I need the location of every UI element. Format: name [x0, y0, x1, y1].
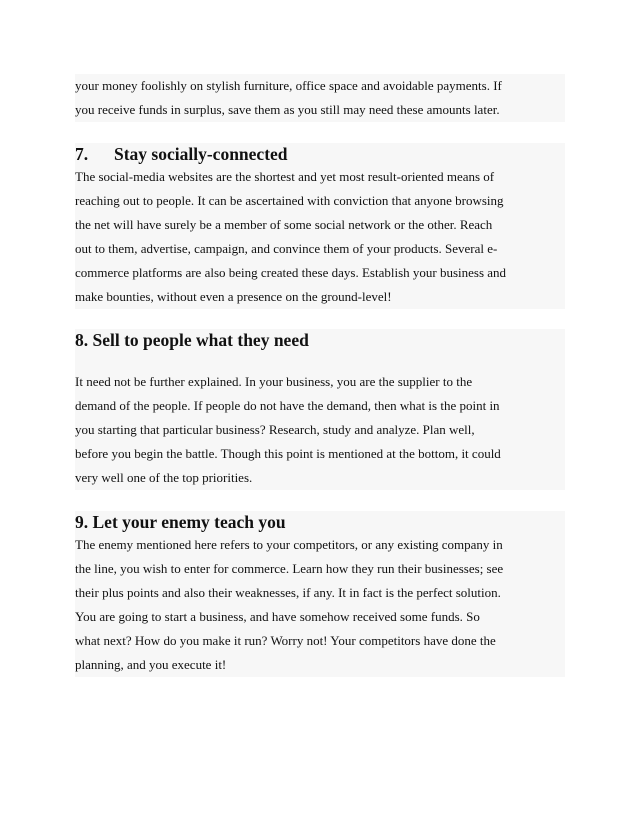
section-heading: 8. Sell to people what they need [75, 330, 309, 350]
text-line: what next? How do you make it run? Worry not! Your competitors have done the [75, 633, 496, 648]
section-title: Stay socially-connected [114, 144, 288, 164]
text-line: commerce platforms are also being created these days. Establish your business and [75, 265, 507, 280]
section-body [75, 370, 565, 490]
text-line: your money foolishly on stylish furniture, office space and avoidable payments. If [75, 78, 502, 93]
section-number: 7. [75, 144, 89, 164]
text-line: The social-media websites are the shortest and yet most result-oriented means of [75, 169, 495, 184]
text-line: you receive funds in surplus, save them as you still may need these amounts later. [75, 102, 500, 117]
text-line: very well one of the top priorities. [75, 470, 253, 485]
text-line: before you begin the battle. Though this point is mentioned at the bottom, it could [75, 446, 501, 461]
document-page [75, 74, 565, 677]
section-body [75, 533, 565, 677]
text-line: make bounties, without even a presence on the ground-level! [75, 289, 392, 304]
text-line: You are going to start a business, and have somehow received some funds. So [75, 609, 480, 624]
text-line: demand of the people. If people do not have the demand, then what is the point in [75, 398, 500, 413]
text-line: reaching out to people. It can be ascertained with conviction that anyone browsing [75, 193, 504, 208]
section-8 [75, 329, 565, 490]
text-line: It need not be further explained. In your business, you are the supplier to the [75, 374, 473, 389]
section-9 [75, 511, 565, 677]
section-body [75, 165, 565, 309]
section-heading [75, 143, 565, 165]
section-heading: 9. Let your enemy teach you [75, 512, 286, 532]
text-line: you starting that particular business? Research, study and analyze. Plan well, [75, 422, 475, 437]
intro-paragraph [75, 74, 565, 122]
text-line: their plus points and also their weaknesses, if any. It in fact is the perfect solution. [75, 585, 501, 600]
text-line: the line, you wish to enter for commerce. Learn how they run their businesses; see [75, 561, 504, 576]
section-7 [75, 143, 565, 309]
text-line: out to them, advertise, campaign, and convince them of your products. Several e- [75, 241, 498, 256]
text-line: the net will have surely be a member of some social network or the other. Reach [75, 217, 493, 232]
text-line: The enemy mentioned here refers to your competitors, or any existing company in [75, 537, 503, 552]
text-line: planning, and you execute it! [75, 657, 227, 672]
